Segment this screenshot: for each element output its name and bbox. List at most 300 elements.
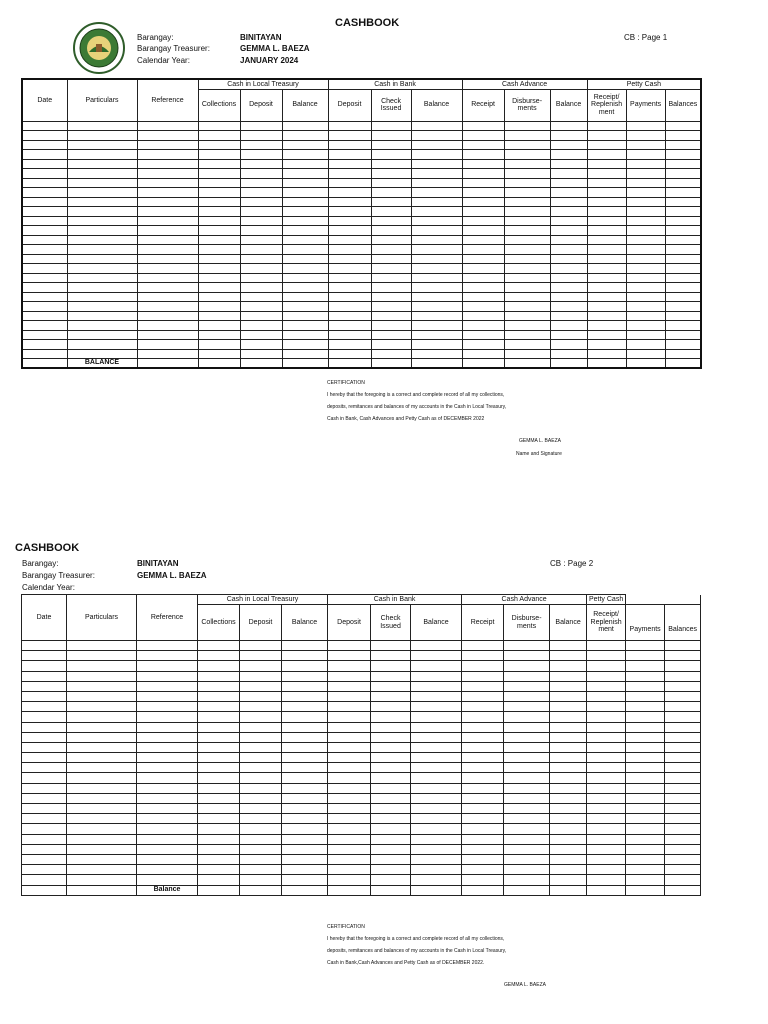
ledger-cell[interactable] (22, 681, 67, 691)
ledger-cell[interactable] (198, 793, 240, 803)
ledger-cell[interactable] (22, 330, 67, 340)
ledger-cell[interactable] (282, 773, 328, 783)
ledger-cell[interactable] (504, 235, 550, 245)
ledger-cell[interactable] (504, 814, 550, 824)
ledger-cell[interactable] (67, 661, 137, 671)
ledger-cell[interactable] (626, 854, 665, 864)
ledger-cell[interactable] (462, 121, 504, 131)
ledger-cell[interactable] (371, 804, 411, 814)
ledger-cell[interactable] (371, 197, 411, 207)
ledger-cell[interactable] (282, 349, 328, 359)
ledger-cell[interactable] (371, 854, 411, 864)
ledger-cell[interactable] (282, 207, 328, 217)
ledger-cell[interactable] (665, 753, 701, 763)
ledger-cell[interactable] (626, 264, 665, 274)
ledger-cell[interactable] (282, 722, 328, 732)
ledger-cell[interactable] (198, 691, 240, 701)
ledger-cell[interactable] (137, 804, 198, 814)
ledger-cell[interactable] (282, 178, 328, 188)
ledger-cell[interactable] (137, 273, 198, 283)
ledger-cell[interactable] (137, 702, 198, 712)
ledger-cell[interactable] (462, 235, 504, 245)
ledger-cell[interactable] (587, 340, 626, 350)
ledger-cell[interactable] (67, 702, 137, 712)
ledger-cell[interactable] (137, 140, 198, 150)
ledger-cell[interactable] (504, 691, 550, 701)
ledger-cell[interactable] (411, 349, 462, 359)
ledger-cell[interactable] (22, 292, 67, 302)
ledger-cell[interactable] (240, 814, 282, 824)
ledger-cell[interactable] (137, 712, 198, 722)
ledger-cell[interactable] (504, 178, 550, 188)
ledger-cell[interactable] (22, 661, 67, 671)
ledger-cell[interactable] (411, 834, 462, 844)
ledger-cell[interactable] (67, 671, 137, 681)
ledger-cell[interactable] (240, 732, 282, 742)
ledger-cell[interactable] (371, 661, 411, 671)
ledger-cell[interactable] (22, 753, 67, 763)
ledger-cell[interactable] (328, 722, 371, 732)
ledger-cell[interactable] (665, 732, 701, 742)
ledger-cell[interactable] (504, 216, 550, 226)
ledger-cell[interactable] (587, 722, 626, 732)
ledger-cell[interactable] (550, 834, 587, 844)
ledger-cell[interactable] (626, 302, 665, 312)
ledger-cell[interactable] (240, 773, 282, 783)
ledger-cell[interactable] (137, 292, 198, 302)
ledger-cell[interactable] (240, 875, 282, 885)
ledger-cell[interactable] (198, 264, 240, 274)
ledger-cell[interactable] (22, 814, 67, 824)
ledger-cell[interactable] (587, 732, 626, 742)
ledger-cell[interactable] (411, 773, 462, 783)
ledger-cell[interactable] (240, 641, 282, 651)
ledger-cell[interactable] (411, 159, 462, 169)
ledger-cell[interactable] (240, 804, 282, 814)
ledger-cell[interactable] (550, 641, 587, 651)
ledger-cell[interactable] (550, 207, 587, 217)
ledger-cell[interactable] (67, 216, 137, 226)
ledger-cell[interactable] (587, 283, 626, 293)
ledger-cell[interactable] (22, 311, 67, 321)
ledger-cell[interactable] (240, 340, 282, 350)
ledger-cell[interactable] (550, 178, 587, 188)
ledger-cell[interactable] (411, 722, 462, 732)
ledger-cell[interactable] (504, 844, 550, 854)
ledger-cell[interactable] (282, 834, 328, 844)
ledger-cell[interactable] (371, 245, 411, 255)
ledger-cell[interactable] (665, 793, 701, 803)
ledger-cell[interactable] (137, 681, 198, 691)
ledger-cell[interactable] (371, 131, 411, 141)
ledger-cell[interactable] (67, 763, 137, 773)
ledger-cell[interactable] (550, 226, 587, 236)
ledger-cell[interactable] (665, 349, 701, 359)
ledger-cell[interactable] (462, 207, 504, 217)
ledger-cell[interactable] (411, 783, 462, 793)
ledger-cell[interactable] (328, 283, 371, 293)
ledger-cell[interactable] (198, 140, 240, 150)
ledger-cell[interactable] (282, 226, 328, 236)
ledger-cell[interactable] (504, 875, 550, 885)
ledger-cell[interactable] (198, 824, 240, 834)
ledger-cell[interactable] (462, 824, 504, 834)
ledger-cell[interactable] (587, 671, 626, 681)
ledger-cell[interactable] (411, 844, 462, 854)
ledger-cell[interactable] (67, 875, 137, 885)
ledger-cell[interactable] (137, 178, 198, 188)
ledger-cell[interactable] (328, 804, 371, 814)
ledger-cell[interactable] (198, 311, 240, 321)
ledger-cell[interactable] (371, 773, 411, 783)
ledger-cell[interactable] (411, 188, 462, 198)
ledger-cell[interactable] (240, 292, 282, 302)
ledger-cell[interactable] (67, 712, 137, 722)
ledger-cell[interactable] (22, 321, 67, 331)
ledger-cell[interactable] (462, 169, 504, 179)
ledger-cell[interactable] (550, 844, 587, 854)
ledger-cell[interactable] (504, 722, 550, 732)
ledger-cell[interactable] (411, 245, 462, 255)
ledger-cell[interactable] (137, 264, 198, 274)
ledger-cell[interactable] (550, 722, 587, 732)
ledger-cell[interactable] (328, 292, 371, 302)
ledger-cell[interactable] (328, 651, 371, 661)
ledger-cell[interactable] (462, 783, 504, 793)
ledger-cell[interactable] (137, 753, 198, 763)
ledger-cell[interactable] (240, 691, 282, 701)
ledger-cell[interactable] (22, 169, 67, 179)
ledger-cell[interactable] (626, 321, 665, 331)
ledger-cell[interactable] (198, 641, 240, 651)
ledger-cell[interactable] (587, 311, 626, 321)
ledger-cell[interactable] (550, 188, 587, 198)
ledger-cell[interactable] (550, 885, 587, 895)
ledger-cell[interactable] (371, 349, 411, 359)
ledger-cell[interactable] (22, 359, 67, 369)
ledger-cell[interactable] (137, 732, 198, 742)
ledger-cell[interactable] (198, 273, 240, 283)
ledger-cell[interactable] (411, 885, 462, 895)
ledger-cell[interactable] (22, 159, 67, 169)
ledger-cell[interactable] (282, 264, 328, 274)
ledger-cell[interactable] (626, 651, 665, 661)
ledger-cell[interactable] (198, 216, 240, 226)
ledger-cell[interactable] (550, 865, 587, 875)
ledger-cell[interactable] (240, 824, 282, 834)
ledger-cell[interactable] (137, 651, 198, 661)
ledger-cell[interactable] (137, 150, 198, 160)
ledger-cell[interactable] (240, 712, 282, 722)
ledger-cell[interactable] (550, 330, 587, 340)
ledger-cell[interactable] (282, 783, 328, 793)
ledger-cell[interactable] (665, 197, 701, 207)
ledger-cell[interactable] (371, 150, 411, 160)
ledger-cell[interactable] (137, 226, 198, 236)
ledger-cell[interactable] (550, 742, 587, 752)
ledger-cell[interactable] (626, 359, 665, 369)
ledger-cell[interactable] (371, 814, 411, 824)
ledger-cell[interactable] (462, 865, 504, 875)
ledger-cell[interactable] (626, 283, 665, 293)
ledger-cell[interactable] (240, 140, 282, 150)
ledger-cell[interactable] (411, 311, 462, 321)
ledger-cell[interactable] (282, 302, 328, 312)
ledger-cell[interactable] (328, 207, 371, 217)
ledger-cell[interactable] (665, 226, 701, 236)
ledger-cell[interactable] (328, 359, 371, 369)
ledger-cell[interactable] (67, 330, 137, 340)
ledger-cell[interactable] (198, 804, 240, 814)
ledger-cell[interactable] (67, 207, 137, 217)
ledger-cell[interactable] (550, 321, 587, 331)
ledger-cell[interactable] (67, 814, 137, 824)
ledger-cell[interactable] (665, 169, 701, 179)
ledger-cell[interactable] (22, 197, 67, 207)
ledger-cell[interactable] (626, 641, 665, 651)
ledger-cell[interactable] (587, 844, 626, 854)
ledger-cell[interactable] (198, 254, 240, 264)
ledger-cell[interactable] (504, 140, 550, 150)
ledger-cell[interactable] (198, 197, 240, 207)
ledger-cell[interactable] (411, 302, 462, 312)
ledger-cell[interactable] (665, 661, 701, 671)
ledger-cell[interactable] (67, 753, 137, 763)
ledger-cell[interactable] (504, 159, 550, 169)
ledger-cell[interactable] (626, 349, 665, 359)
ledger-cell[interactable] (504, 671, 550, 681)
ledger-cell[interactable] (198, 159, 240, 169)
ledger-cell[interactable] (665, 254, 701, 264)
ledger-cell[interactable] (67, 804, 137, 814)
ledger-cell[interactable] (665, 844, 701, 854)
ledger-cell[interactable] (626, 742, 665, 752)
ledger-cell[interactable] (22, 865, 67, 875)
ledger-cell[interactable] (462, 804, 504, 814)
ledger-cell[interactable] (462, 773, 504, 783)
ledger-cell[interactable] (22, 264, 67, 274)
ledger-cell[interactable] (504, 264, 550, 274)
ledger-cell[interactable] (240, 188, 282, 198)
ledger-cell[interactable] (371, 834, 411, 844)
ledger-cell[interactable] (462, 254, 504, 264)
ledger-cell[interactable] (371, 292, 411, 302)
ledger-cell[interactable] (137, 359, 198, 369)
ledger-cell[interactable] (504, 121, 550, 131)
ledger-cell[interactable] (587, 763, 626, 773)
ledger-cell[interactable] (328, 732, 371, 742)
ledger-cell[interactable] (504, 150, 550, 160)
ledger-cell[interactable] (137, 783, 198, 793)
ledger-cell[interactable] (22, 273, 67, 283)
ledger-cell[interactable] (240, 178, 282, 188)
ledger-cell[interactable] (587, 169, 626, 179)
ledger-cell[interactable] (240, 834, 282, 844)
ledger-cell[interactable] (626, 681, 665, 691)
ledger-cell[interactable] (137, 742, 198, 752)
ledger-cell[interactable] (282, 197, 328, 207)
ledger-cell[interactable] (371, 691, 411, 701)
ledger-cell[interactable] (328, 641, 371, 651)
ledger-cell[interactable] (282, 641, 328, 651)
ledger-cell[interactable] (198, 753, 240, 763)
ledger-cell[interactable] (411, 854, 462, 864)
ledger-cell[interactable] (462, 349, 504, 359)
ledger-cell[interactable] (626, 702, 665, 712)
ledger-cell[interactable] (550, 169, 587, 179)
ledger-cell[interactable] (198, 712, 240, 722)
ledger-cell[interactable] (137, 865, 198, 875)
ledger-cell[interactable] (328, 349, 371, 359)
ledger-cell[interactable] (587, 854, 626, 864)
ledger-cell[interactable] (282, 140, 328, 150)
ledger-cell[interactable] (665, 722, 701, 732)
ledger-cell[interactable] (626, 292, 665, 302)
ledger-cell[interactable] (137, 793, 198, 803)
ledger-cell[interactable] (626, 814, 665, 824)
ledger-cell[interactable] (587, 753, 626, 763)
ledger-cell[interactable] (67, 150, 137, 160)
ledger-cell[interactable] (282, 131, 328, 141)
ledger-cell[interactable] (67, 264, 137, 274)
ledger-cell[interactable] (22, 885, 67, 895)
ledger-cell[interactable] (328, 875, 371, 885)
ledger-cell[interactable] (411, 691, 462, 701)
ledger-cell[interactable] (550, 150, 587, 160)
ledger-cell[interactable] (282, 804, 328, 814)
ledger-cell[interactable] (550, 283, 587, 293)
ledger-cell[interactable] (462, 226, 504, 236)
ledger-cell[interactable] (587, 159, 626, 169)
ledger-cell[interactable] (587, 131, 626, 141)
ledger-cell[interactable] (22, 349, 67, 359)
ledger-cell[interactable] (665, 273, 701, 283)
ledger-cell[interactable] (626, 824, 665, 834)
ledger-cell[interactable] (504, 753, 550, 763)
ledger-cell[interactable] (587, 140, 626, 150)
ledger-cell[interactable] (626, 844, 665, 854)
ledger-cell[interactable] (411, 264, 462, 274)
ledger-cell[interactable] (67, 254, 137, 264)
ledger-cell[interactable] (626, 773, 665, 783)
ledger-cell[interactable] (462, 178, 504, 188)
ledger-cell[interactable] (626, 834, 665, 844)
ledger-cell[interactable] (626, 804, 665, 814)
ledger-cell[interactable] (626, 722, 665, 732)
ledger-cell[interactable] (67, 340, 137, 350)
ledger-cell[interactable] (411, 197, 462, 207)
ledger-cell[interactable] (665, 311, 701, 321)
ledger-cell[interactable] (282, 273, 328, 283)
ledger-cell[interactable] (371, 140, 411, 150)
ledger-cell[interactable] (198, 671, 240, 681)
ledger-cell[interactable] (282, 321, 328, 331)
ledger-cell[interactable] (22, 254, 67, 264)
ledger-cell[interactable] (504, 311, 550, 321)
ledger-cell[interactable] (22, 824, 67, 834)
ledger-cell[interactable] (22, 178, 67, 188)
ledger-cell[interactable] (504, 197, 550, 207)
ledger-cell[interactable] (371, 641, 411, 651)
ledger-cell[interactable] (328, 691, 371, 701)
ledger-cell[interactable] (411, 875, 462, 885)
ledger-cell[interactable] (67, 885, 137, 895)
ledger-cell[interactable] (371, 178, 411, 188)
ledger-cell[interactable] (587, 188, 626, 198)
ledger-cell[interactable] (550, 732, 587, 742)
ledger-cell[interactable] (504, 783, 550, 793)
ledger-cell[interactable] (411, 235, 462, 245)
ledger-cell[interactable] (665, 671, 701, 681)
ledger-cell[interactable] (665, 159, 701, 169)
ledger-cell[interactable] (282, 742, 328, 752)
ledger-cell[interactable] (411, 824, 462, 834)
ledger-cell[interactable] (137, 349, 198, 359)
ledger-cell[interactable] (137, 661, 198, 671)
ledger-cell[interactable] (22, 216, 67, 226)
ledger-cell[interactable] (137, 875, 198, 885)
ledger-cell[interactable] (411, 340, 462, 350)
ledger-cell[interactable] (504, 188, 550, 198)
ledger-cell[interactable] (462, 661, 504, 671)
ledger-cell[interactable] (504, 742, 550, 752)
ledger-cell[interactable] (282, 188, 328, 198)
ledger-cell[interactable] (462, 641, 504, 651)
ledger-cell[interactable] (22, 763, 67, 773)
ledger-cell[interactable] (67, 273, 137, 283)
ledger-cell[interactable] (22, 651, 67, 661)
ledger-cell[interactable] (371, 235, 411, 245)
ledger-cell[interactable] (462, 742, 504, 752)
ledger-cell[interactable] (240, 197, 282, 207)
ledger-cell[interactable] (626, 885, 665, 895)
ledger-cell[interactable] (328, 814, 371, 824)
ledger-cell[interactable] (328, 188, 371, 198)
ledger-cell[interactable] (587, 178, 626, 188)
ledger-cell[interactable] (665, 651, 701, 661)
ledger-cell[interactable] (411, 661, 462, 671)
ledger-cell[interactable] (371, 169, 411, 179)
ledger-cell[interactable] (67, 311, 137, 321)
ledger-cell[interactable] (371, 722, 411, 732)
ledger-cell[interactable] (411, 804, 462, 814)
ledger-cell[interactable] (587, 742, 626, 752)
ledger-cell[interactable] (22, 773, 67, 783)
ledger-cell[interactable] (240, 226, 282, 236)
ledger-cell[interactable] (665, 834, 701, 844)
ledger-cell[interactable] (504, 340, 550, 350)
ledger-cell[interactable] (137, 814, 198, 824)
ledger-cell[interactable] (282, 235, 328, 245)
ledger-cell[interactable] (665, 681, 701, 691)
ledger-cell[interactable] (550, 340, 587, 350)
ledger-cell[interactable] (67, 121, 137, 131)
ledger-cell[interactable] (371, 188, 411, 198)
ledger-cell[interactable] (198, 245, 240, 255)
ledger-cell[interactable] (328, 854, 371, 864)
ledger-cell[interactable] (240, 150, 282, 160)
ledger-cell[interactable] (626, 712, 665, 722)
ledger-cell[interactable] (504, 226, 550, 236)
ledger-cell[interactable] (587, 302, 626, 312)
ledger-cell[interactable] (411, 283, 462, 293)
ledger-cell[interactable] (240, 311, 282, 321)
ledger-cell[interactable] (665, 783, 701, 793)
ledger-cell[interactable] (626, 121, 665, 131)
ledger-cell[interactable] (550, 311, 587, 321)
ledger-cell[interactable] (462, 702, 504, 712)
ledger-cell[interactable] (22, 121, 67, 131)
